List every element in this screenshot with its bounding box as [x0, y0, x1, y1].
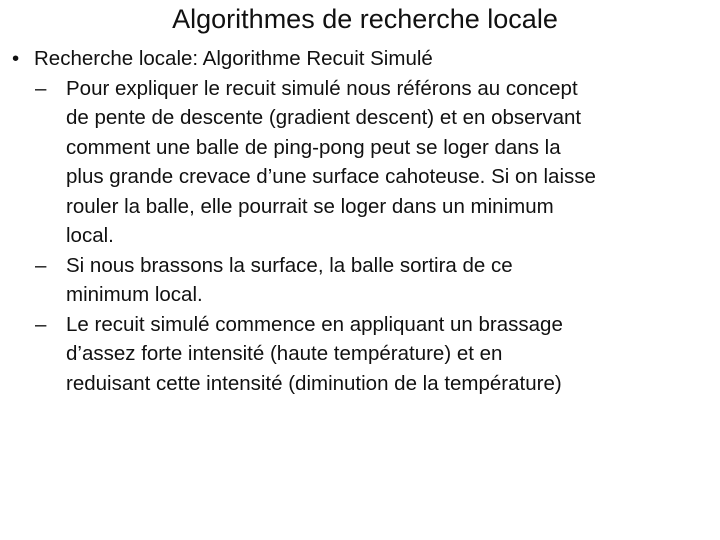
bullet-dot: • [12, 47, 20, 70]
slide-content [12, 44, 712, 398]
sub-bullet-line: Le recuit simulé commence en appliquant un brassage [66, 312, 563, 336]
sub-bullet-line: Pour expliquer le recuit simulé nous référons au concept [66, 76, 578, 100]
sub-bullet-line: rouler la balle, elle pourrait se loger dans un minimum [66, 194, 554, 218]
sub-bullet-line: local. [66, 224, 114, 247]
main-bullet [12, 44, 712, 74]
dash-marker: – [35, 76, 47, 100]
sub-bullet-1 [35, 74, 720, 251]
sub-bullet-3 [35, 310, 720, 399]
dash-marker: – [35, 312, 47, 336]
sub-bullet-line: plus grande crevace d’une surface cahoteuse. Si on laisse [66, 165, 596, 188]
sub-bullet-line: comment une balle de ping-pong peut se loger dans la [66, 135, 561, 159]
sub-bullet-line: minimum local. [66, 283, 203, 306]
sub-bullet-line: reduisant cette intensité (diminution de la température) [66, 371, 562, 395]
sub-bullet-line: de pente de descente (gradient descent) et en observant [66, 106, 582, 129]
slide-title: Algorithmes de recherche locale [172, 4, 558, 34]
sub-bullet-2 [35, 251, 720, 310]
dash-marker: – [35, 253, 47, 277]
main-bullet-text: Recherche locale: Algorithme Recuit Simulé [34, 47, 433, 70]
sub-bullet-line: d’assez forte intensité (haute température) et en [66, 342, 503, 365]
sub-bullet-line: Si nous brassons la surface, la balle sortira de ce [66, 253, 513, 277]
